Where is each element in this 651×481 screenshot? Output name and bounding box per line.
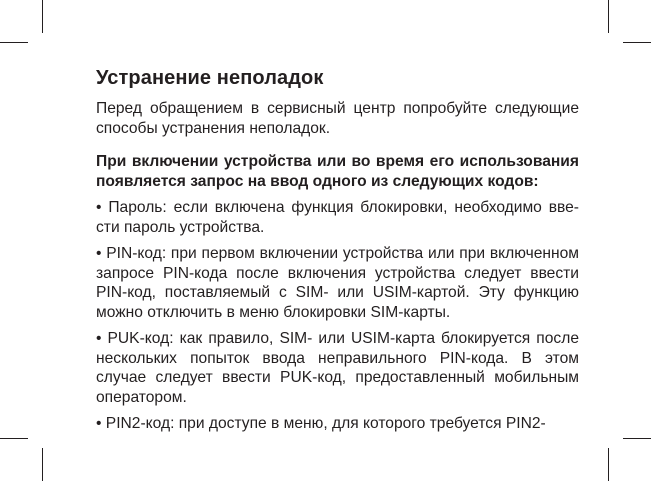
page-content — [96, 66, 579, 441]
crop-mark-bottom-right-horizontal — [623, 438, 651, 439]
list-item-pin2: • PIN2-код: при доступе в меню, для которого требуется PIN2- — [96, 415, 546, 432]
crop-mark-bottom-left-horizontal — [0, 438, 28, 439]
crop-mark-top-left-vertical — [42, 0, 43, 33]
page-title: Устранение неполадок — [96, 67, 324, 89]
list-item-puk: • PUK-код: как правило, SIM- или USIM-карта блокируется после нескольких попыток ввода неправильного PIN-кода. В этом случае следует ввести PUK-код, предоставленный мобильным оператором. — [96, 330, 579, 406]
list-item-password: • Пароль: если включена функция блокировки, необходимо ввести пароль устройства. — [96, 199, 579, 236]
crop-mark-bottom-left-vertical — [42, 448, 43, 481]
crop-mark-top-right-horizontal — [623, 42, 651, 43]
crop-mark-top-left-horizontal — [0, 42, 28, 43]
section-subheading: При включении устройства или во время его использования появляется запрос на ввод одного из следующих кодов: — [96, 153, 579, 190]
crop-mark-bottom-right-vertical — [608, 448, 609, 481]
intro-paragraph: Перед обращением в сервисный центр попробуйте следующие способы устранения неполадок. — [96, 100, 579, 137]
crop-mark-top-right-vertical — [608, 0, 609, 33]
list-item-pin: • PIN-код: при первом включении устройства или при включенном запросе PIN-кода после включения устройства следует ввести PIN-код, поставляемый с SIM- или USIM-картой. Эту функцию можно отключить в меню блокировки SIM-карты. — [96, 245, 579, 321]
